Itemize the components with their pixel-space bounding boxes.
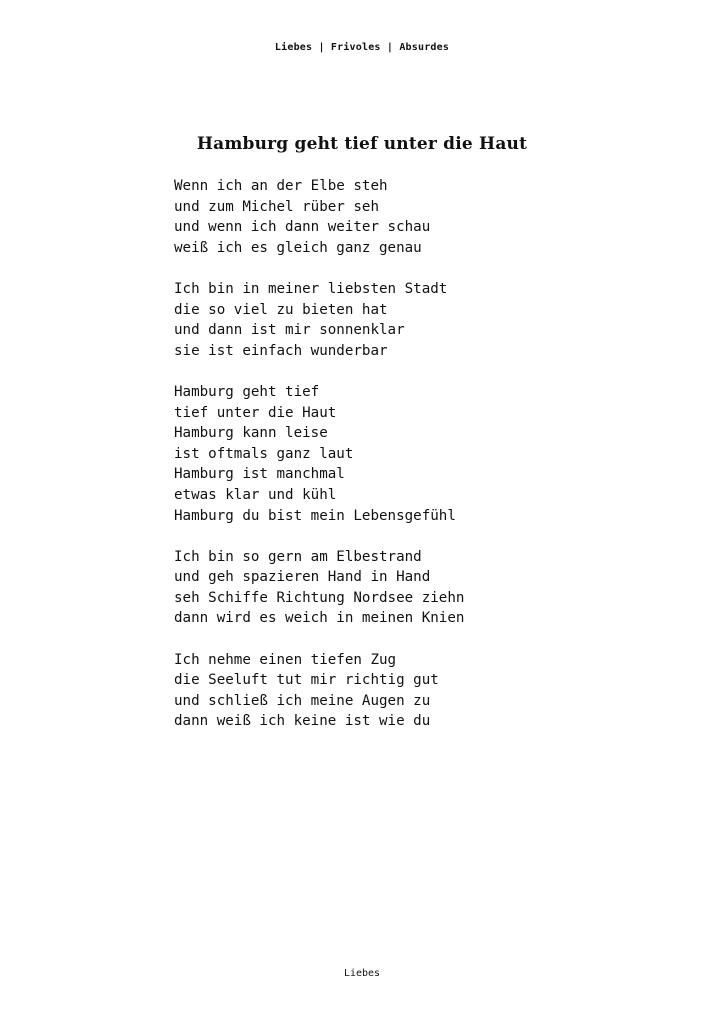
poem-line: die Seeluft tut mir richtig gut [174, 672, 439, 689]
poem-line: Wenn ich an der Elbe steh [174, 178, 388, 194]
poem-line: Ich bin so gern am Elbestrand [174, 548, 422, 565]
poem-line: die so viel zu bieten hat [174, 301, 388, 318]
poem-line: dann wird es weich in meinen Knien [174, 610, 465, 627]
poem-line: Hamburg kann leise [174, 425, 328, 442]
poem-line: und schließ ich meine Augen zu [174, 692, 431, 709]
stanza-chorus [174, 382, 694, 526]
poem-line: und dann ist mir sonnenklar [174, 322, 405, 339]
poem-line: und zum Michel rüber seh [174, 198, 379, 215]
running-footer: Liebes [343, 968, 381, 979]
stanza-1 [174, 176, 694, 258]
poem-line: Ich bin in meiner liebsten Stadt [174, 280, 448, 297]
stanza-2 [174, 279, 694, 361]
poem-line: dann weiß ich keine ist wie du [174, 713, 431, 730]
poem-line: weiß ich es gleich ganz genau [174, 239, 422, 256]
poem-title: Hamburg geht tief unter die Haut [196, 134, 528, 154]
poem-line: und wenn ich dann weiter schau [174, 219, 431, 236]
poem-line: Ich nehme einen tiefen Zug [174, 651, 397, 668]
poem-line: sie ist einfach wunderbar [174, 342, 388, 359]
poem-line: seh Schiffe Richtung Nordsee ziehn [174, 589, 465, 606]
poem-line: ist oftmals ganz laut [174, 445, 354, 462]
poem-line: und geh spazieren Hand in Hand [174, 569, 431, 586]
stanza-3 [174, 547, 694, 629]
running-header: Liebes | Frivoles | Absurdes [274, 42, 450, 53]
stanza-4 [174, 650, 694, 732]
poem-line: Hamburg ist manchmal [174, 466, 345, 483]
poem-line: Hamburg geht tief [174, 383, 320, 400]
poem-line: etwas klar und kühl [174, 486, 337, 503]
poem-line: Hamburg du bist mein Lebensgefühl [174, 507, 456, 524]
poem-body [174, 176, 694, 753]
poem-line: tief unter die Haut [174, 404, 337, 421]
